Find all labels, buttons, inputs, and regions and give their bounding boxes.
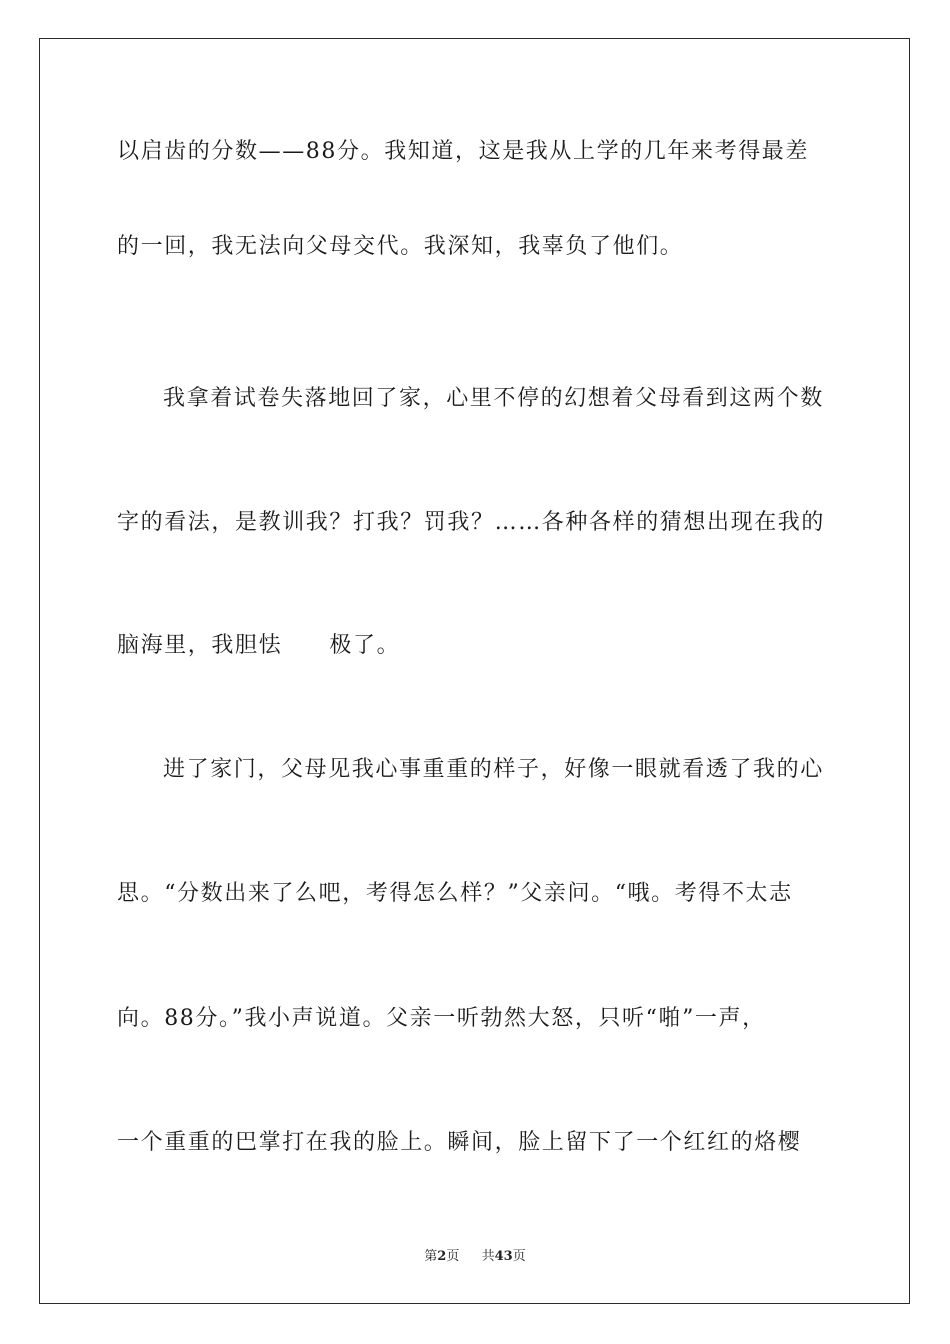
text-line: 思。“分数出来了么吧，考得怎么样？”父亲问。“哦。考得不太志 [117, 881, 793, 906]
page-number-label [424, 1248, 459, 1266]
text-line: 向。88分。”我小声说道。父亲一听勃然大怒，只听“啪”一声， [117, 1006, 766, 1031]
text-line: 一个重重的巴掌打在我的脸上。瞬间，脸上留下了一个红红的烙樱 [117, 1130, 802, 1155]
page-total-label [482, 1248, 526, 1266]
total-prefix: 共 [481, 1249, 495, 1264]
total-suffix: 页 [512, 1249, 526, 1264]
paragraph-start-line: 进了家门，父母见我心事重重的样子，好像一眼就看透了我的心 [163, 757, 824, 782]
page-border [39, 38, 910, 1304]
paragraph-start-line: 我拿着试卷失落地回了家，心里不停的幻想着父母看到这两个数 [163, 386, 824, 411]
text-line: 以启齿的分数——88分。我知道，这是我从上学的几年来考得最差 [117, 139, 809, 164]
page-current: 2 [437, 1249, 447, 1264]
page-footer [0, 1248, 950, 1266]
text-line: 脑海里，我胆怯 极了。 [117, 633, 401, 658]
page-prefix: 第 [424, 1249, 438, 1264]
text-line: 字的看法，是教训我？打我？罚我？……各种各样的猜想出现在我的 [117, 510, 826, 535]
page-suffix: 页 [446, 1249, 460, 1264]
page-total: 43 [494, 1249, 513, 1264]
text-line: 的一回，我无法向父母交代。我深知，我辜负了他们。 [117, 234, 684, 259]
